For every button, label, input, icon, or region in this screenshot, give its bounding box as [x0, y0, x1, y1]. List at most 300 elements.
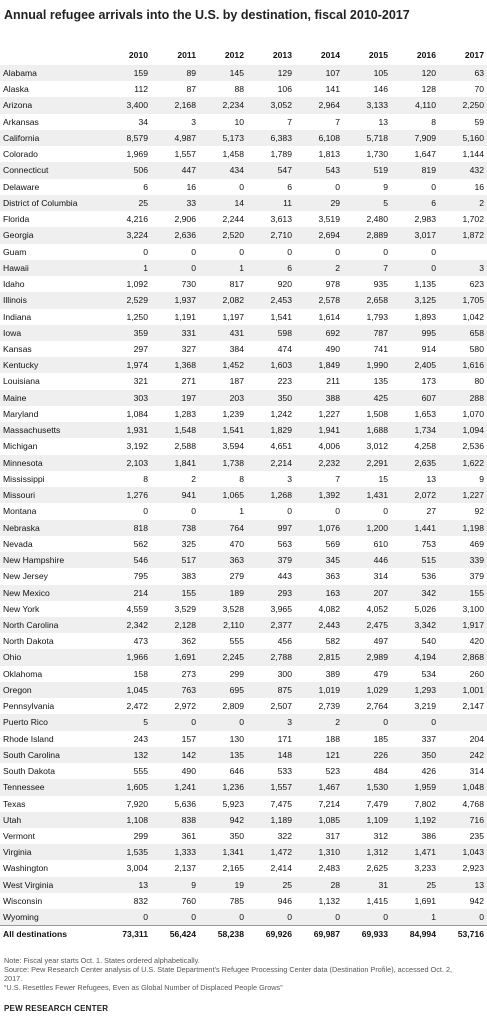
table-row — [0, 779, 487, 795]
arrivals-cell: 1,508 — [366, 408, 388, 419]
total-cell: 69,987 — [295, 926, 343, 943]
arrivals-cell: 1,530 — [343, 779, 391, 795]
state-name: Maryland — [3, 408, 39, 419]
arrivals-cell: 0 — [287, 246, 292, 257]
table-row — [0, 438, 487, 454]
arrivals-cell: 3,017 — [391, 227, 439, 243]
arrivals-cell: 379 — [469, 571, 484, 582]
table-row — [0, 422, 487, 438]
arrivals-cell: 1,070 — [462, 408, 484, 419]
total-cell: 84,994 — [391, 926, 439, 943]
arrivals-cell: 1,535 — [103, 844, 151, 860]
arrivals-cell: 7,920 — [126, 798, 148, 809]
arrivals-cell: 2,072 — [391, 487, 439, 503]
arrivals-cell: 431 — [199, 325, 247, 341]
state-name: New Mexico — [0, 585, 103, 601]
table-row — [0, 503, 487, 519]
state-name: Nebraska — [0, 520, 103, 536]
arrivals-cell: 426 — [421, 766, 436, 777]
total-cell: 73,311 — [103, 926, 151, 943]
arrivals-cell: 112 — [134, 84, 148, 95]
arrivals-cell: 1,283 — [174, 408, 196, 419]
arrivals-cell: 0 — [239, 181, 244, 192]
arrivals-cell: 1,966 — [103, 649, 151, 665]
arrivals-cell: 658 — [439, 325, 487, 341]
arrivals-cell: 3,012 — [366, 441, 388, 452]
table-row — [0, 585, 487, 601]
arrivals-cell: 389 — [325, 668, 340, 679]
table-row — [0, 893, 487, 909]
arrivals-cell: 345 — [295, 552, 343, 568]
arrivals-cell: 1,333 — [151, 844, 199, 860]
state-name: Minnesota — [0, 455, 103, 471]
arrivals-cell: 322 — [277, 831, 292, 842]
arrivals-cell: 1,705 — [439, 292, 487, 308]
table-row — [0, 731, 487, 747]
arrivals-cell: 1,227 — [439, 487, 487, 503]
arrivals-cell: 148 — [247, 747, 295, 763]
table-row — [0, 909, 487, 926]
arrivals-cell: 760 — [181, 895, 196, 906]
arrivals-cell: 1,189 — [247, 812, 295, 828]
table-row — [0, 276, 487, 292]
arrivals-cell: 3 — [247, 714, 295, 730]
arrivals-cell: 363 — [325, 571, 340, 582]
arrivals-cell: 2,983 — [414, 214, 436, 225]
arrivals-cell: 1,472 — [247, 844, 295, 860]
arrivals-cell: 1,603 — [247, 357, 295, 373]
arrivals-cell: 350 — [229, 831, 244, 842]
arrivals-cell: 89 — [151, 65, 199, 81]
arrivals-cell: 3 — [439, 260, 487, 276]
arrivals-cell: 563 — [277, 538, 292, 549]
arrivals-cell: 420 — [469, 636, 484, 647]
arrivals-cell: 764 — [199, 520, 247, 536]
arrivals-cell: 0 — [151, 714, 199, 730]
arrivals-cell: 2,868 — [439, 649, 487, 665]
arrivals-cell: 288 — [439, 390, 487, 406]
arrivals-cell: 173 — [421, 376, 436, 387]
arrivals-cell: 2,472 — [126, 701, 148, 712]
arrivals-cell: 3,519 — [318, 214, 340, 225]
arrivals-cell: 3,400 — [103, 97, 151, 113]
arrivals-cell: 456 — [277, 636, 292, 647]
table-row — [0, 682, 487, 698]
arrivals-cell: 2,128 — [151, 617, 199, 633]
table-row — [0, 81, 487, 97]
arrivals-cell: 1,268 — [247, 487, 295, 503]
arrivals-cell: 2,168 — [151, 97, 199, 113]
arrivals-cell: 519 — [343, 162, 391, 178]
arrivals-cell: 3,528 — [222, 603, 244, 614]
arrivals-cell: 1,276 — [103, 487, 151, 503]
arrivals-cell: 1,094 — [439, 422, 487, 438]
arrivals-cell: 2,625 — [366, 863, 388, 874]
table-row — [0, 471, 487, 487]
arrivals-cell: 6 — [391, 195, 439, 211]
arrivals-cell: 1,200 — [343, 520, 391, 536]
arrivals-cell: 2,291 — [343, 455, 391, 471]
arrivals-cell: 610 — [373, 538, 388, 549]
state-name: Idaho — [3, 279, 25, 290]
arrivals-cell: 388 — [295, 390, 343, 406]
arrivals-cell: 2 — [191, 473, 196, 484]
arrivals-cell: 2,103 — [103, 455, 151, 471]
arrivals-cell: 1,108 — [103, 812, 151, 828]
table-row — [0, 455, 487, 471]
arrivals-cell: 159 — [103, 65, 151, 81]
arrivals-cell: 2,214 — [247, 455, 295, 471]
arrivals-cell: 819 — [391, 162, 439, 178]
state-name: Missouri — [0, 487, 103, 503]
state-name: Kansas — [3, 343, 32, 354]
state-name: Arkansas — [3, 116, 39, 127]
arrivals-cell: 5,173 — [199, 130, 247, 146]
state-name: District of Columbia — [0, 195, 103, 211]
arrivals-cell: 4,006 — [318, 441, 340, 452]
arrivals-cell: 132 — [103, 747, 151, 763]
arrivals-cell: 7 — [343, 260, 391, 276]
state-name: Guam — [3, 246, 27, 257]
arrivals-cell: 3,594 — [222, 441, 244, 452]
arrivals-cell: 562 — [133, 538, 148, 549]
page-title: Annual refugee arrivals into the U.S. by destination, fiscal 2010-2017 — [4, 8, 410, 22]
arrivals-cell: 145 — [199, 65, 247, 81]
state-name: Oregon — [0, 682, 103, 698]
arrivals-cell: 0 — [431, 181, 436, 192]
arrivals-cell: 384 — [229, 343, 244, 354]
arrivals-cell: 623 — [469, 279, 484, 290]
arrivals-cell: 279 — [229, 571, 244, 582]
arrivals-cell: 2,536 — [462, 441, 484, 452]
header-cell-year: 2012 — [224, 50, 244, 60]
arrivals-cell: 1,841 — [151, 455, 199, 471]
arrivals-cell: 1,368 — [151, 357, 199, 373]
total-cell: 69,926 — [247, 926, 295, 943]
arrivals-cell: 2,658 — [343, 292, 391, 308]
arrivals-cell: 582 — [325, 636, 340, 647]
arrivals-cell: 547 — [247, 162, 295, 178]
arrivals-cell: 129 — [247, 65, 295, 81]
arrivals-cell: 121 — [295, 747, 343, 763]
arrivals-cell: 490 — [325, 343, 340, 354]
table-row — [0, 341, 487, 357]
arrivals-cell: 540 — [421, 636, 436, 647]
arrivals-cell: 2,480 — [366, 214, 388, 225]
table-row — [0, 763, 487, 779]
arrivals-cell: 13 — [439, 877, 487, 893]
arrivals-cell: 1,042 — [462, 311, 484, 322]
arrivals-cell: 0 — [191, 506, 196, 517]
arrivals-cell: 785 — [229, 895, 244, 906]
arrivals-cell: 2,110 — [199, 617, 247, 633]
arrivals-cell: 171 — [277, 733, 292, 744]
arrivals-cell: 1,001 — [439, 682, 487, 698]
arrivals-cell: 598 — [247, 325, 295, 341]
arrivals-cell: 484 — [373, 766, 388, 777]
arrivals-cell: 474 — [277, 343, 292, 354]
arrivals-cell: 1,616 — [439, 357, 487, 373]
arrivals-cell: 0 — [383, 506, 388, 517]
arrivals-cell: 569 — [325, 538, 340, 549]
state-name: Alaska — [3, 84, 29, 95]
arrivals-cell: 818 — [103, 520, 151, 536]
table-row — [0, 828, 487, 844]
arrivals-cell: 1,198 — [439, 520, 487, 536]
state-name: Washington — [3, 863, 49, 874]
arrivals-cell: 4,987 — [151, 130, 199, 146]
arrivals-cell: 59 — [474, 116, 484, 127]
arrivals-cell: 3,133 — [343, 97, 391, 113]
arrivals-cell: 3,004 — [126, 863, 148, 874]
state-name: Delaware — [3, 181, 40, 192]
arrivals-cell: 1,415 — [366, 895, 388, 906]
arrivals-cell: 2,889 — [343, 227, 391, 243]
table-row — [0, 812, 487, 828]
arrivals-cell: 978 — [325, 279, 340, 290]
arrivals-cell: 1,310 — [295, 844, 343, 860]
arrivals-cell: 2,244 — [222, 214, 244, 225]
state-name: Rhode Island — [3, 733, 54, 744]
table-row — [0, 536, 487, 552]
arrivals-cell: 1,849 — [295, 357, 343, 373]
arrivals-cell: 226 — [343, 747, 391, 763]
arrivals-cell: 730 — [181, 279, 196, 290]
arrivals-cell: 995 — [391, 325, 439, 341]
arrivals-cell: 223 — [277, 376, 292, 387]
arrivals-cell: 2,809 — [222, 701, 244, 712]
arrivals-cell: 425 — [343, 390, 391, 406]
arrivals-cell: 92 — [474, 506, 484, 517]
arrivals-cell: 70 — [474, 84, 484, 95]
arrivals-cell: 211 — [326, 376, 340, 387]
arrivals-cell: 8 — [143, 473, 148, 484]
arrivals-cell: 299 — [229, 668, 244, 679]
arrivals-cell: 497 — [373, 636, 388, 647]
arrivals-cell: 362 — [181, 636, 196, 647]
arrivals-cell: 469 — [469, 538, 484, 549]
arrivals-cell: 946 — [277, 895, 292, 906]
state-name: Illinois — [0, 292, 103, 308]
arrivals-cell: 1,541 — [199, 422, 247, 438]
arrivals-cell: 2,137 — [174, 863, 196, 874]
arrivals-cell: 242 — [439, 747, 487, 763]
state-name: Connecticut — [0, 162, 103, 178]
arrivals-cell: 7 — [335, 473, 340, 484]
arrivals-cell: 941 — [151, 487, 199, 503]
table-row — [0, 617, 487, 633]
table-row — [0, 698, 487, 714]
arrivals-cell: 8,579 — [103, 130, 151, 146]
arrivals-cell: 3,342 — [391, 617, 439, 633]
arrivals-cell: 1 — [103, 260, 151, 276]
arrivals-cell: 1,691 — [414, 895, 436, 906]
arrivals-cell: 1,452 — [199, 357, 247, 373]
arrivals-cell: 1,065 — [199, 487, 247, 503]
arrivals-cell: 128 — [421, 84, 436, 95]
header-cell-year: 2017 — [464, 50, 484, 60]
arrivals-cell: 607 — [391, 390, 439, 406]
state-name: Puerto Rico — [0, 714, 103, 730]
arrivals-cell: 135 — [373, 376, 388, 387]
arrivals-cell: 1,045 — [103, 682, 151, 698]
arrivals-cell: 1,471 — [391, 844, 439, 860]
arrivals-cell: 4,559 — [126, 603, 148, 614]
state-name: Oklahoma — [3, 668, 43, 679]
arrivals-cell: 692 — [295, 325, 343, 341]
arrivals-cell: 4,110 — [391, 97, 439, 113]
arrivals-cell: 1,931 — [103, 422, 151, 438]
arrivals-cell: 1,793 — [366, 311, 388, 322]
arrivals-cell: 1,191 — [174, 311, 196, 322]
arrivals-cell: 204 — [469, 733, 484, 744]
state-name: Massachusetts — [0, 422, 103, 438]
arrivals-cell: 1,702 — [462, 214, 484, 225]
arrivals-cell: 1 — [199, 260, 247, 276]
arrivals-cell: 3,965 — [270, 603, 292, 614]
arrivals-cell: 5 — [343, 195, 391, 211]
arrivals-cell: 0 — [391, 714, 439, 730]
table-row — [0, 877, 487, 893]
arrivals-cell — [439, 714, 487, 730]
arrivals-cell: 3,233 — [414, 863, 436, 874]
arrivals-cell: 536 — [421, 571, 436, 582]
arrivals-cell: 7 — [335, 116, 340, 127]
source-line-continued: 2017. — [4, 974, 23, 983]
header-cell-year: 2015 — [368, 50, 388, 60]
arrivals-cell: 337 — [421, 733, 436, 744]
arrivals-cell: 838 — [151, 812, 199, 828]
state-name: Wyoming — [0, 909, 103, 926]
arrivals-cell: 7,214 — [318, 798, 340, 809]
arrivals-cell: 2,377 — [247, 617, 295, 633]
arrivals-cell: 214 — [103, 585, 151, 601]
arrivals-cell: 31 — [343, 877, 391, 893]
arrivals-cell: 260 — [469, 668, 484, 679]
arrivals-cell: 1,239 — [222, 408, 244, 419]
state-name: South Carolina — [0, 747, 103, 763]
arrivals-cell: 1 — [239, 506, 244, 517]
arrivals-cell: 443 — [277, 571, 292, 582]
arrivals-cell: 27 — [426, 506, 436, 517]
arrivals-cell: 942 — [199, 812, 247, 828]
arrivals-cell: 6,383 — [247, 130, 295, 146]
arrivals-cell: 534 — [421, 668, 436, 679]
arrivals-cell: 1,019 — [295, 682, 343, 698]
arrivals-cell: 1,144 — [462, 149, 484, 160]
arrivals-cell: 28 — [295, 877, 343, 893]
table-row — [0, 860, 487, 876]
table-row — [0, 162, 487, 178]
state-name: Kentucky — [0, 357, 103, 373]
table-row — [0, 244, 487, 260]
arrivals-cell: 2,234 — [199, 97, 247, 113]
arrivals-cell: 1,917 — [439, 617, 487, 633]
arrivals-cell: 1,084 — [126, 408, 148, 419]
arrivals-cell: 6,108 — [295, 130, 343, 146]
arrivals-cell: 8 — [239, 473, 244, 484]
state-name: Hawaii — [0, 260, 103, 276]
arrivals-cell: 1,092 — [126, 279, 148, 290]
arrivals-cell: 3,529 — [174, 603, 196, 614]
arrivals-cell: 1,959 — [391, 779, 439, 795]
arrivals-cell: 13 — [378, 116, 388, 127]
arrivals-cell: 1,392 — [295, 487, 343, 503]
arrivals-cell: 155 — [439, 585, 487, 601]
arrivals-cell: 0 — [199, 909, 247, 926]
table-row — [0, 520, 487, 536]
refugee-arrivals-table — [0, 45, 487, 943]
table-row — [0, 97, 487, 113]
table-row — [0, 373, 487, 389]
arrivals-cell: 0 — [335, 181, 340, 192]
arrivals-cell: 1,029 — [343, 682, 391, 698]
arrivals-cell: 5,923 — [222, 798, 244, 809]
header-cell-year: 2014 — [320, 50, 340, 60]
arrivals-cell: 0 — [151, 260, 199, 276]
arrivals-cell: 1,653 — [414, 408, 436, 419]
arrivals-cell: 2,453 — [247, 292, 295, 308]
header-cell-year: 2010 — [128, 50, 148, 60]
arrivals-cell: 0 — [295, 909, 343, 926]
table-row — [0, 406, 487, 422]
arrivals-cell: 8 — [431, 116, 436, 127]
state-name: Ohio — [0, 649, 103, 665]
arrivals-cell: 273 — [181, 668, 196, 679]
arrivals-cell: 1,192 — [391, 812, 439, 828]
arrivals-cell: 29 — [295, 195, 343, 211]
arrivals-cell: 1,893 — [414, 311, 436, 322]
arrivals-cell: 1,688 — [343, 422, 391, 438]
arrivals-cell: 0 — [151, 909, 199, 926]
state-name: Alabama — [0, 65, 103, 81]
arrivals-cell: 935 — [373, 279, 388, 290]
header-row — [0, 45, 487, 65]
notes — [4, 956, 484, 992]
arrivals-cell: 1,734 — [391, 422, 439, 438]
arrivals-cell: 1,557 — [174, 149, 196, 160]
arrivals-cell: 2,507 — [270, 701, 292, 712]
arrivals-cell: 1,789 — [270, 149, 292, 160]
state-name: New York — [3, 603, 40, 614]
arrivals-cell: 15 — [378, 473, 388, 484]
arrivals-cell: 1,312 — [343, 844, 391, 860]
arrivals-cell: 5,026 — [414, 603, 436, 614]
arrivals-cell: 738 — [151, 520, 199, 536]
arrivals-cell: 63 — [439, 65, 487, 81]
arrivals-cell: 1,293 — [391, 682, 439, 698]
state-name: Iowa — [0, 325, 103, 341]
state-name: Texas — [3, 798, 26, 809]
arrivals-cell: 1,969 — [126, 149, 148, 160]
arrivals-cell: 2,443 — [295, 617, 343, 633]
arrivals-cell: 3,192 — [126, 441, 148, 452]
table-row — [0, 179, 487, 195]
arrivals-cell: 271 — [181, 376, 196, 387]
arrivals-cell: 2,588 — [174, 441, 196, 452]
arrivals-cell: 2,636 — [151, 227, 199, 243]
arrivals-cell: 321 — [133, 376, 148, 387]
total-cell: 56,424 — [151, 926, 199, 943]
state-name: Louisiana — [3, 376, 40, 387]
arrivals-cell: 120 — [391, 65, 439, 81]
arrivals-cell: 7,475 — [270, 798, 292, 809]
arrivals-cell: 350 — [391, 747, 439, 763]
arrivals-cell: 1,872 — [439, 227, 487, 243]
arrivals-cell: 4,768 — [462, 798, 484, 809]
arrivals-cell: 1,813 — [318, 149, 340, 160]
arrivals-cell: 16 — [474, 181, 484, 192]
